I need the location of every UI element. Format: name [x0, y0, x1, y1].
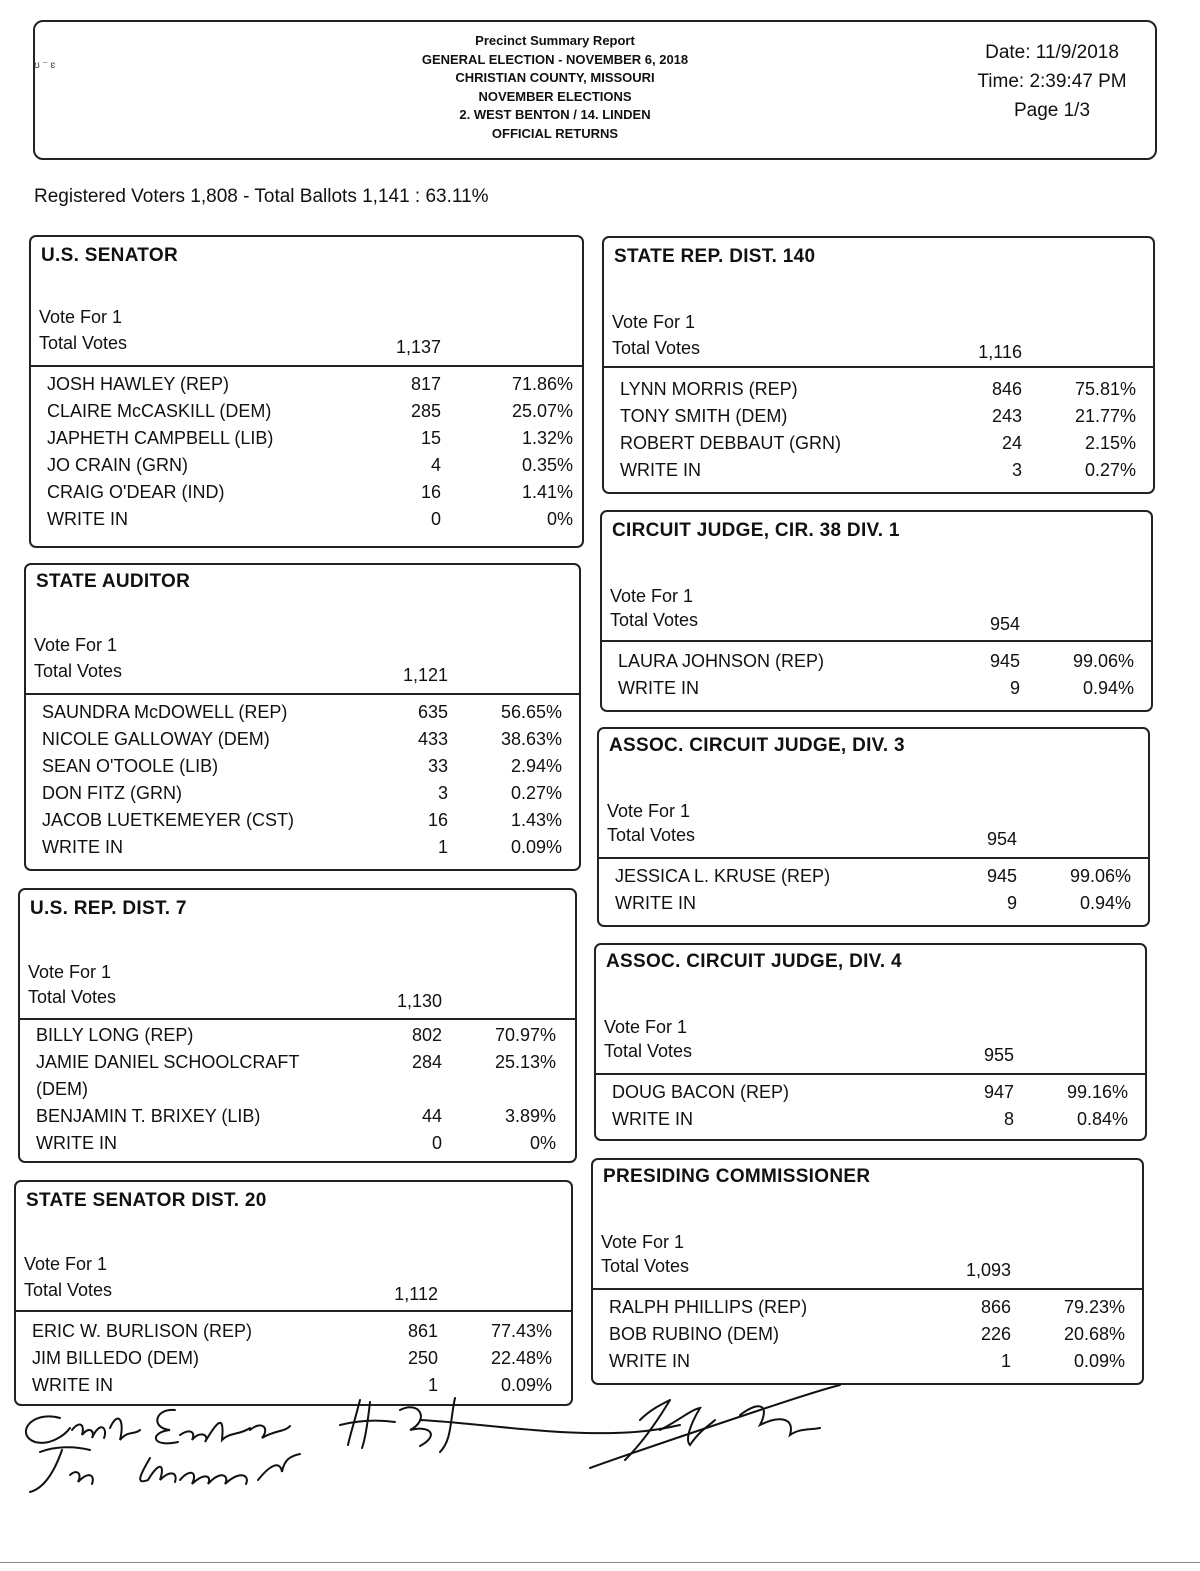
candidate-votes: 802: [411, 1025, 442, 1045]
total-votes-label: Total Votes: [601, 1256, 690, 1276]
candidate-row: [604, 376, 1153, 403]
candidate-votes: 1: [427, 1375, 438, 1395]
candidate-percent: 99.06%: [1069, 866, 1131, 886]
candidate-percent: 70.97%: [494, 1025, 556, 1045]
elections-label: NOVEMBER ELECTIONS: [478, 88, 632, 104]
candidate-percent: 20.68%: [1063, 1324, 1125, 1344]
candidate-name: CLAIRE McCASKILL (DEM): [47, 401, 272, 421]
section-divider: [596, 1073, 1145, 1075]
race-presiding-commissioner: [591, 1158, 1144, 1385]
candidate-votes: 817: [410, 374, 441, 394]
candidate-row: [602, 675, 1151, 702]
report-title-block: [315, 32, 795, 143]
registration-summary: Registered Voters 1,808 - Total Ballots 1,141 : 63.11%: [34, 186, 489, 207]
returns-label: OFFICIAL RETURNS: [491, 125, 619, 141]
candidate-row: [20, 1022, 575, 1049]
candidate-percent: 79.23%: [1063, 1297, 1125, 1317]
candidate-votes: 4: [430, 455, 441, 475]
candidate-name: JO CRAIN (GRN): [47, 455, 188, 475]
candidate-percent: 99.06%: [1072, 651, 1134, 671]
candidate-name: WRITE IN: [47, 509, 128, 529]
candidate-name: WRITE IN: [32, 1375, 113, 1395]
page-bottom-rule: [0, 1562, 1200, 1563]
candidate-row: [31, 452, 582, 479]
candidate-name: WRITE IN: [42, 837, 123, 857]
candidate-name: DON FITZ (GRN): [42, 783, 182, 803]
report-title: Precinct Summary Report: [475, 33, 635, 48]
vote-for-label: Vote For 1: [601, 1232, 685, 1252]
total-votes-label: Total Votes: [612, 338, 701, 358]
candidate-name: JIM BILLEDO (DEM): [32, 1348, 200, 1368]
candidate-votes: 24: [1001, 433, 1022, 453]
candidate-row: [20, 1103, 575, 1130]
candidate-percent: 38.63%: [500, 729, 562, 749]
candidate-row: [599, 863, 1148, 890]
candidate-row: [31, 371, 582, 398]
race-assoc-judge-3: [597, 727, 1150, 927]
candidate-percent: 2.94%: [510, 756, 562, 776]
race-title: STATE SENATOR DIST. 20: [26, 1190, 267, 1211]
candidate-row: [31, 506, 582, 533]
candidate-votes: 945: [986, 866, 1017, 886]
candidate-percent: 0.27%: [510, 783, 562, 803]
candidate-name: RALPH PHILLIPS (REP): [609, 1297, 808, 1317]
candidate-votes: 284: [411, 1052, 442, 1072]
total-votes-value: 1,130: [396, 991, 442, 1011]
race-us-rep-7: [18, 888, 577, 1163]
candidate-name: CRAIG O'DEAR (IND): [47, 482, 225, 502]
report-date: Date: 11/9/2018: [985, 42, 1119, 63]
precinct-name: 2. WEST BENTON / 14. LINDEN: [459, 107, 651, 122]
candidate-row: [20, 1049, 575, 1076]
candidate-votes: 3: [437, 783, 448, 803]
candidate-row: [593, 1321, 1142, 1348]
total-votes-value: 1,137: [395, 337, 441, 357]
candidate-name: JAPHETH CAMPBELL (LIB): [47, 428, 274, 448]
candidate-list: [604, 376, 1153, 484]
candidate-name: BOB RUBINO (DEM): [609, 1324, 780, 1344]
candidate-name: LYNN MORRIS (REP): [620, 379, 798, 399]
candidate-name: LAURA JOHNSON (REP): [618, 651, 825, 671]
candidate-percent: 1.43%: [510, 810, 562, 830]
section-divider: [20, 1018, 575, 1020]
candidate-row: [26, 807, 579, 834]
candidate-percent: 75.81%: [1074, 379, 1136, 399]
candidate-percent: 3.89%: [504, 1106, 556, 1126]
report-header: [33, 20, 1157, 160]
candidate-name: WRITE IN: [620, 460, 701, 480]
total-votes-label: Total Votes: [39, 333, 128, 353]
race-title: U.S. SENATOR: [41, 245, 178, 266]
total-votes-label: Total Votes: [604, 1041, 693, 1061]
vote-for-label: Vote For 1: [610, 586, 694, 606]
race-circuit-judge-38-1: [600, 510, 1153, 712]
total-votes-label: Total Votes: [607, 825, 696, 845]
total-votes-value: 1,121: [402, 665, 448, 685]
candidate-votes: 861: [407, 1321, 438, 1341]
vote-for-label: Vote For 1: [39, 307, 123, 327]
candidate-votes: 285: [410, 401, 441, 421]
race-title: ASSOC. CIRCUIT JUDGE, DIV. 4: [606, 951, 902, 972]
candidate-percent: 25.07%: [511, 401, 573, 421]
county-name: CHRISTIAN COUNTY, MISSOURI: [455, 70, 655, 85]
race-title: CIRCUIT JUDGE, CIR. 38 DIV. 1: [612, 520, 900, 541]
candidate-row: [596, 1079, 1145, 1106]
candidate-votes: 846: [991, 379, 1022, 399]
total-votes-value: 1,116: [978, 342, 1022, 362]
section-divider: [604, 366, 1153, 368]
race-state-auditor: [24, 563, 581, 871]
candidate-votes: 8: [1003, 1109, 1014, 1129]
candidate-votes: 15: [420, 428, 441, 448]
candidate-votes: 945: [989, 651, 1020, 671]
candidate-name: WRITE IN: [36, 1133, 117, 1153]
candidate-row: [31, 398, 582, 425]
vote-for-label: Vote For 1: [28, 962, 112, 982]
candidate-name: JACOB LUETKEMEYER (CST): [42, 810, 295, 830]
candidate-votes: 243: [991, 406, 1022, 426]
total-votes-label: Total Votes: [610, 610, 699, 630]
candidate-row: [604, 403, 1153, 430]
candidate-percent: 0.94%: [1079, 893, 1131, 913]
candidate-row: [31, 479, 582, 506]
candidate-row: [26, 699, 579, 726]
candidate-percent: 0.09%: [500, 1375, 552, 1395]
vote-for-label: Vote For 1: [34, 635, 118, 655]
candidate-row: [16, 1318, 571, 1345]
candidate-name: WRITE IN: [618, 678, 699, 698]
section-divider: [16, 1310, 571, 1312]
vote-for-label: Vote For 1: [604, 1017, 688, 1037]
candidate-percent: 22.48%: [490, 1348, 552, 1368]
candidate-percent: 0.94%: [1082, 678, 1134, 698]
candidate-votes: 226: [980, 1324, 1011, 1344]
candidate-percent: 25.13%: [494, 1052, 556, 1072]
candidate-votes: 947: [983, 1082, 1014, 1102]
candidate-percent: 0.84%: [1076, 1109, 1128, 1129]
candidate-name: WRITE IN: [615, 893, 696, 913]
candidate-row: [593, 1348, 1142, 1375]
candidate-list: [20, 1022, 575, 1157]
candidate-name: WRITE IN: [609, 1351, 690, 1371]
total-votes-label: Total Votes: [24, 1280, 113, 1300]
candidate-votes: 1: [437, 837, 448, 857]
section-divider: [599, 857, 1148, 859]
candidate-row: [20, 1130, 575, 1157]
candidate-name: ROBERT DEBBAUT (GRN): [620, 433, 842, 453]
race-state-senator-20: [14, 1180, 573, 1406]
total-votes-value: 1,093: [965, 1260, 1011, 1280]
total-votes-value: 954: [989, 614, 1020, 634]
candidate-list: [593, 1294, 1142, 1375]
candidate-row: [31, 425, 582, 452]
race-title: ASSOC. CIRCUIT JUDGE, DIV. 3: [609, 735, 905, 756]
signature-1: [26, 1398, 680, 1452]
section-divider: [602, 640, 1151, 642]
vote-for-label: Vote For 1: [24, 1254, 108, 1274]
candidate-row: [604, 457, 1153, 484]
candidate-percent: 0%: [546, 509, 573, 529]
candidate-percent: 77.43%: [490, 1321, 552, 1341]
signatures: [0, 1380, 1200, 1520]
candidate-votes: 3: [1011, 460, 1022, 480]
candidate-list: [596, 1079, 1145, 1133]
candidate-votes: 33: [427, 756, 448, 776]
candidate-votes: 635: [417, 702, 448, 722]
vote-for-label: Vote For 1: [612, 312, 696, 332]
candidate-list: [31, 371, 582, 533]
candidate-name: BENJAMIN T. BRIXEY (LIB): [36, 1106, 261, 1126]
candidate-votes: 0: [431, 1133, 442, 1153]
candidate-percent: 71.86%: [511, 374, 573, 394]
candidate-row: [26, 780, 579, 807]
signature-2: [30, 1447, 300, 1492]
candidate-list: [602, 648, 1151, 702]
margin-marks: ʊ ⁻ ɛ: [34, 60, 56, 71]
candidate-percent: 56.65%: [500, 702, 562, 722]
candidate-row: [602, 648, 1151, 675]
page-number: Page 1/3: [1013, 100, 1091, 121]
report-meta: [957, 38, 1147, 125]
election-name: GENERAL ELECTION - NOVEMBER 6, 2018: [421, 51, 689, 67]
candidate-percent: 1.32%: [521, 428, 573, 448]
candidate-percent: 1.41%: [521, 482, 573, 502]
candidate-percent: 0.35%: [521, 455, 573, 475]
candidate-name: JAMIE DANIEL SCHOOLCRAFT: [36, 1052, 300, 1072]
candidate-name: NICOLE GALLOWAY (DEM): [42, 729, 270, 749]
candidate-name: DOUG BACON (REP): [612, 1082, 790, 1102]
section-divider: [31, 365, 582, 367]
race-assoc-judge-4: [594, 943, 1147, 1141]
candidate-votes: 16: [427, 810, 448, 830]
section-divider: [593, 1288, 1142, 1290]
candidate-votes: 9: [1009, 678, 1020, 698]
candidate-name: TONY SMITH (DEM): [620, 406, 788, 426]
candidate-votes: 44: [421, 1106, 442, 1126]
candidate-name: (DEM): [36, 1079, 88, 1099]
candidate-name: SAUNDRA McDOWELL (REP): [42, 702, 288, 722]
candidate-percent: 21.77%: [1074, 406, 1136, 426]
candidate-row: [596, 1106, 1145, 1133]
candidate-row: [599, 890, 1148, 917]
candidate-row: [26, 834, 579, 861]
race-state-rep-140: [602, 236, 1155, 494]
candidate-votes: 0: [430, 509, 441, 529]
candidate-list: [599, 863, 1148, 917]
total-votes-value: 955: [983, 1045, 1014, 1065]
candidate-votes: 16: [420, 482, 441, 502]
candidate-list: [26, 699, 579, 861]
report-time: Time: 2:39:47 PM: [977, 71, 1127, 92]
total-votes-value: 954: [986, 829, 1017, 849]
candidate-name: WRITE IN: [612, 1109, 693, 1129]
candidate-name: ERIC W. BURLISON (REP): [32, 1321, 253, 1341]
vote-for-label: Vote For 1: [607, 801, 691, 821]
candidate-name: JOSH HAWLEY (REP): [47, 374, 230, 394]
candidate-row: [26, 753, 579, 780]
race-title: STATE AUDITOR: [36, 571, 191, 592]
candidate-name: SEAN O'TOOLE (LIB): [42, 756, 219, 776]
candidate-votes: 250: [407, 1348, 438, 1368]
candidate-percent: 99.16%: [1066, 1082, 1128, 1102]
section-divider: [26, 693, 579, 695]
total-votes-value: 1,112: [394, 1284, 438, 1304]
candidate-votes: 1: [1000, 1351, 1011, 1371]
candidate-row: [16, 1345, 571, 1372]
signature-3: [590, 1385, 840, 1468]
race-title: U.S. REP. DIST. 7: [30, 898, 187, 919]
candidate-percent: 0.09%: [510, 837, 562, 857]
race-title: STATE REP. DIST. 140: [614, 246, 816, 267]
candidate-row: [593, 1294, 1142, 1321]
total-votes-label: Total Votes: [34, 661, 123, 681]
race-title: PRESIDING COMMISSIONER: [603, 1166, 871, 1187]
candidate-name: BILLY LONG (REP): [36, 1025, 194, 1045]
total-votes-label: Total Votes: [28, 987, 117, 1007]
race-us-senator: [29, 235, 584, 548]
candidate-percent: 0%: [529, 1133, 556, 1153]
candidate-votes: 866: [980, 1297, 1011, 1317]
candidate-percent: 0.27%: [1084, 460, 1136, 480]
candidate-votes: 433: [417, 729, 448, 749]
candidate-percent: 0.09%: [1073, 1351, 1125, 1371]
candidate-votes: 9: [1006, 893, 1017, 913]
candidate-row: [26, 726, 579, 753]
candidate-percent: 2.15%: [1084, 433, 1136, 453]
candidate-row: [20, 1076, 575, 1103]
candidate-row: [604, 430, 1153, 457]
candidate-name: JESSICA L. KRUSE (REP): [615, 866, 831, 886]
